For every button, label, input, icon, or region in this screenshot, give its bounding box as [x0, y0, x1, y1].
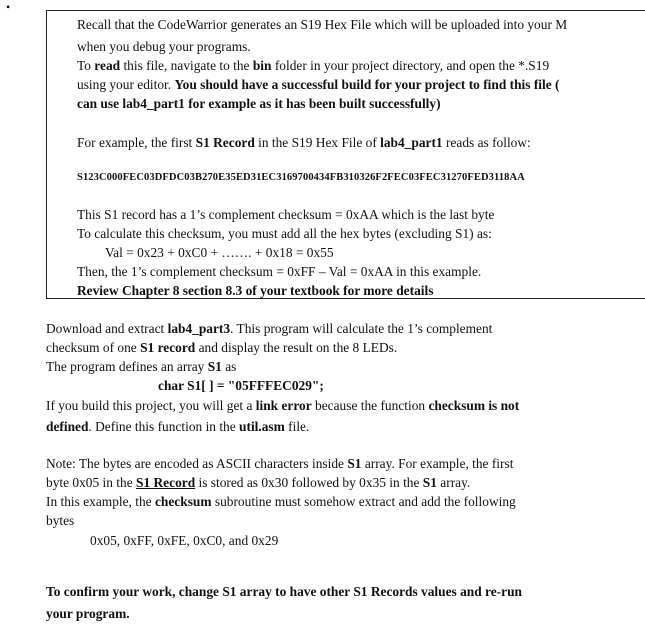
text-run: Note: The bytes are encoded as ASCII characters inside: [46, 456, 348, 471]
text-run: In this example, the: [46, 494, 155, 509]
intro-line-2: when you debug your programs.: [77, 39, 251, 54]
confirm-line-1: To confirm your work, change S1 array to have other S1 Records values and re-run: [46, 584, 522, 599]
note-line-3: [46, 494, 516, 510]
download-line-1: [46, 321, 492, 337]
text-run-bold: util.asm: [239, 419, 285, 434]
text-run: using your editor.: [77, 77, 175, 92]
text-run: in the S19 Hex File of: [254, 135, 381, 150]
checksum-line-4: Then, the 1’s complement checksum = 0xFF – Val = 0xAA in this example.: [77, 264, 482, 279]
bytes-line: 0x05, 0xFF, 0xFE, 0xC0, and 0x29: [90, 533, 279, 548]
intro-line-1: Recall that the CodeWarrior generates an S19 Hex File which will be uploaded into your M: [77, 17, 568, 32]
read-line-1: [77, 58, 549, 74]
text-run-bold: defined: [46, 419, 89, 434]
checksum-line-2: To calculate this checksum, you must add all the hex bytes (excluding S1) as:: [77, 226, 492, 241]
text-run-bold: bin: [252, 58, 272, 73]
text-run: . Define this function in the: [88, 419, 240, 434]
text-run-bold: checksum: [154, 494, 212, 509]
bullet-marker: •: [6, 0, 11, 14]
text-run: subroutine must somehow extract and add the following: [211, 494, 516, 509]
text-run-bold: You should have a successful build for your project to find this file (: [174, 77, 560, 92]
text-run-bold-underline: S1 Record: [136, 475, 196, 490]
text-run-bold: S1: [422, 475, 437, 490]
text-run: For example, the first: [77, 135, 196, 150]
build-line-1: [46, 398, 519, 414]
text-run-bold: S1: [207, 359, 222, 374]
text-run-bold: lab4_part1: [380, 135, 443, 150]
s1-record-hex: S123C000FEC03DFDC03B270E35ED31EC3169700434FB310326F2FEC03FEC31270FED3118AA: [77, 172, 525, 183]
text-run: byte 0x05 in the: [46, 475, 137, 490]
note-line-4: bytes: [46, 513, 75, 528]
text-run: folder in your project directory, and open the *.S19: [271, 58, 550, 73]
text-run: because the function: [311, 398, 429, 413]
review-line: Review Chapter 8 section 8.3 of your textbook for more details: [77, 283, 434, 298]
text-run-bold: S1: [347, 456, 362, 471]
text-run: and display the result on the 8 LEDs.: [195, 340, 398, 355]
note-line-2: [46, 475, 470, 491]
example-line: [77, 135, 531, 151]
text-run-bold: S1 Record: [195, 135, 255, 150]
read-line-2: [77, 77, 559, 93]
text-run: as: [221, 359, 237, 374]
text-run: To: [77, 58, 95, 73]
text-run: array.: [436, 475, 471, 490]
text-run: Download and extract: [46, 321, 168, 336]
text-run: array. For example, the first: [361, 456, 514, 471]
read-line-3: can use lab4_part1 for example as it has been built successfully): [77, 96, 441, 111]
text-run-bold: link error: [255, 398, 312, 413]
text-run: . This program will calculate the 1’s complement: [230, 321, 493, 336]
text-run: If you build this project, you will get a: [46, 398, 256, 413]
download-line-2: [46, 340, 397, 356]
confirm-line-2: your program.: [46, 606, 130, 621]
note-line-1: [46, 456, 513, 472]
text-run: reads as follow:: [442, 135, 531, 150]
text-run-bold: lab4_part3: [167, 321, 231, 336]
build-line-2: [46, 419, 309, 435]
text-run: file.: [284, 419, 310, 434]
define-line: [46, 359, 236, 375]
text-run: checksum of one: [46, 340, 141, 355]
checksum-line-3: Val = 0x23 + 0xC0 + ……. + 0x18 = 0x55: [105, 245, 334, 260]
text-run-bold: checksum is not: [428, 398, 520, 413]
text-run: is stored as 0x30 followed by 0x35 in the: [195, 475, 423, 490]
text-run: this file, navigate to the: [120, 58, 253, 73]
code-line: char S1[ ] = "05FFFEC029";: [158, 378, 324, 393]
text-run: The program defines an array: [46, 359, 208, 374]
text-run-bold: read: [94, 58, 121, 73]
text-run-bold: S1 record: [140, 340, 196, 355]
checksum-line-1: This S1 record has a 1’s complement checksum = 0xAA which is the last byte: [77, 207, 495, 222]
